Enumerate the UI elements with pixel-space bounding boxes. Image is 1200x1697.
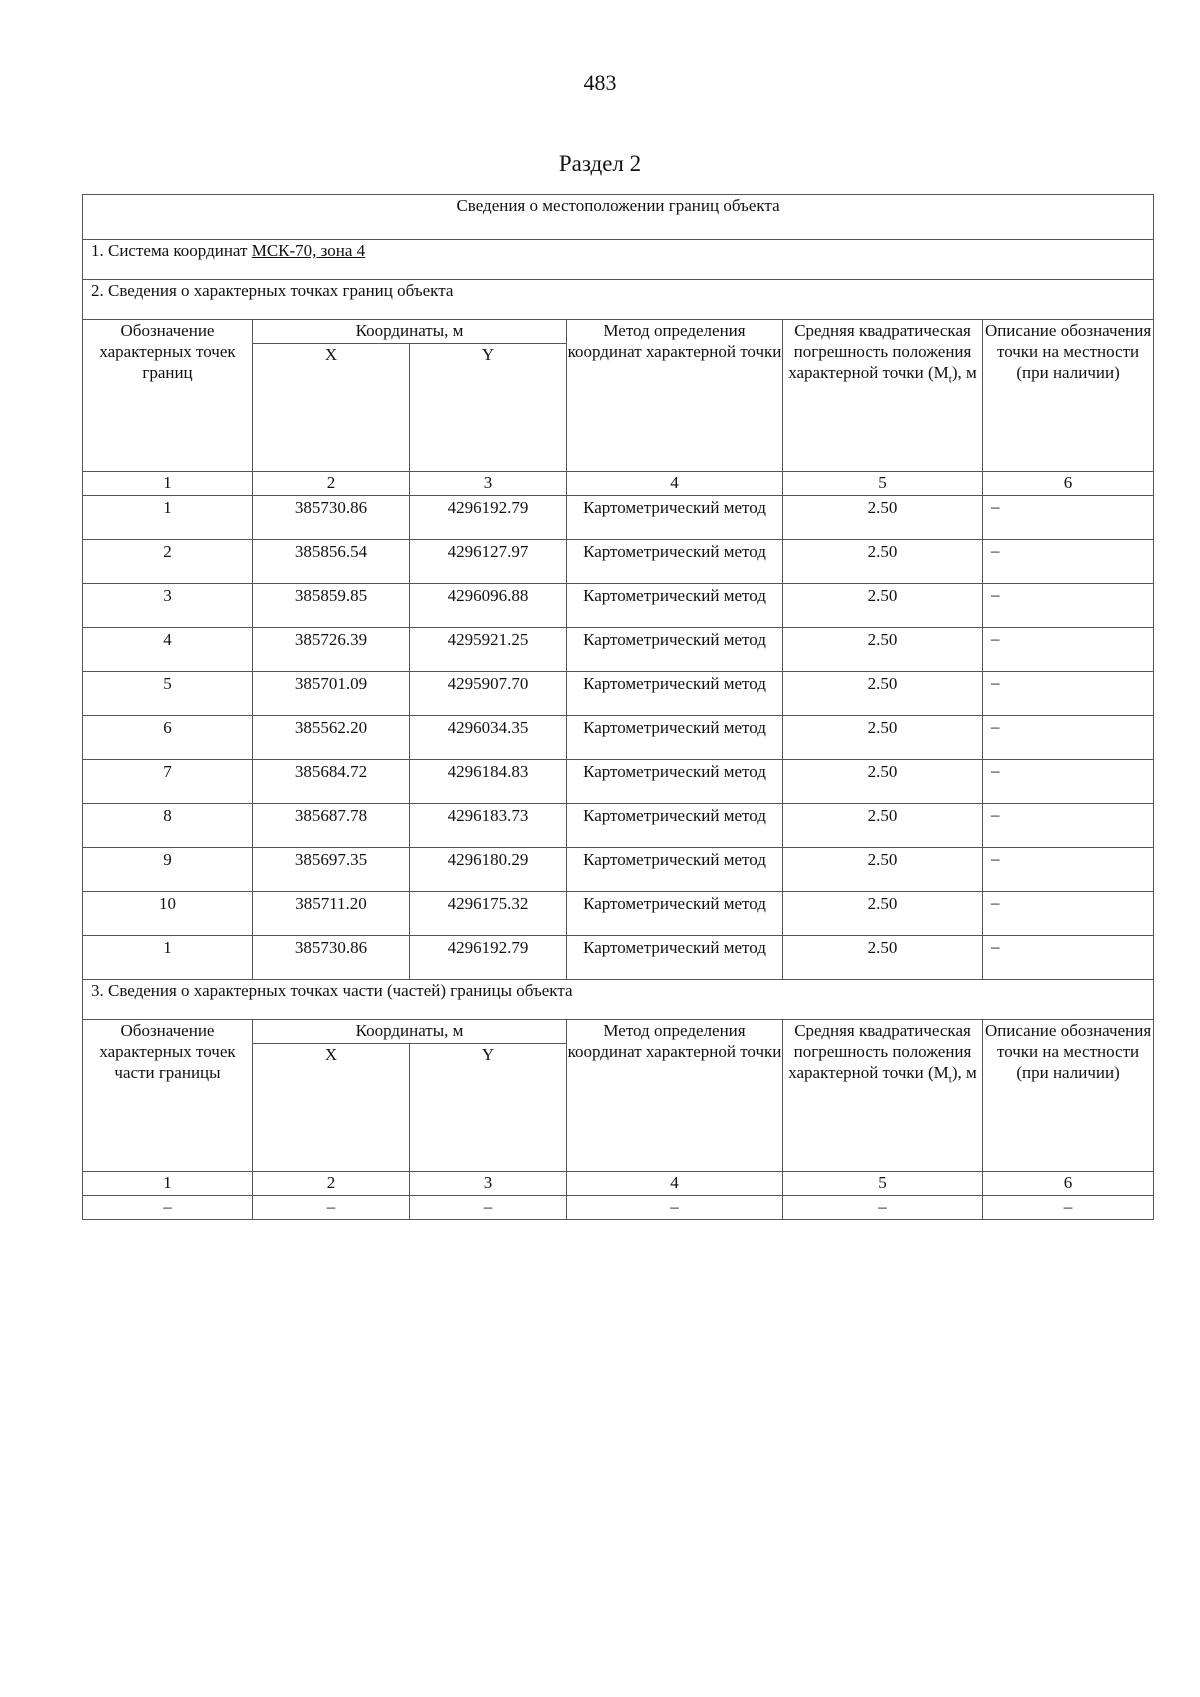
point-row	[83, 584, 1154, 628]
header-description-part: Описание обозначения точки на местности (при наличии)	[983, 1020, 1154, 1172]
header-error	[783, 320, 983, 472]
point-number-cell: 6	[83, 716, 253, 760]
point-error-cell: 2.50	[783, 716, 983, 760]
point-x-cell: 385730.86	[253, 936, 410, 980]
header-designation-part: Обозначение характерных точек части границы	[83, 1020, 253, 1172]
point-x-cell: 385859.85	[253, 584, 410, 628]
point-method-cell: Картометрический метод	[567, 848, 783, 892]
point-y-cell: 4296184.83	[410, 760, 567, 804]
header-description: Описание обозначения точки на местности (при наличии)	[983, 320, 1154, 472]
table-title: Сведения о местоположении границ объекта	[83, 195, 1154, 240]
point-description-cell: –	[983, 848, 1154, 892]
point-number-cell: 8	[83, 804, 253, 848]
column-number-cell: 1	[83, 472, 253, 496]
page-number: 483	[583, 70, 617, 95]
point-y-cell: 4296180.29	[410, 848, 567, 892]
header-method-part: Метод определения координат характерной точки	[567, 1020, 783, 1172]
column-number-cell: 5	[783, 1172, 983, 1196]
column-number-cell: 4	[567, 472, 783, 496]
point-method-cell: Картометрический метод	[567, 760, 783, 804]
point-number-cell: 7	[83, 760, 253, 804]
point-method-cell: Картометрический метод	[567, 672, 783, 716]
point-number-cell: 2	[83, 540, 253, 584]
point-row	[83, 672, 1154, 716]
header-error-sub: t	[948, 1073, 952, 1086]
point-method-cell: Картометрический метод	[567, 584, 783, 628]
header-coordinates: Координаты, м	[253, 320, 567, 344]
point-x-cell: 385697.35	[253, 848, 410, 892]
point-description-cell: –	[983, 1196, 1154, 1220]
point-error-cell: 2.50	[783, 540, 983, 584]
coord-system-prefix: 1. Система координат	[91, 241, 252, 260]
point-row	[83, 716, 1154, 760]
point-error-cell: –	[783, 1196, 983, 1220]
point-y-cell: 4296192.79	[410, 496, 567, 540]
column-number-cell: 1	[83, 1172, 253, 1196]
point-row	[83, 760, 1154, 804]
point-x-cell: 385687.78	[253, 804, 410, 848]
point-row	[83, 628, 1154, 672]
column-number-cell: 6	[983, 472, 1154, 496]
point-y-cell: 4296192.79	[410, 936, 567, 980]
point-method-cell: Картометрический метод	[567, 496, 783, 540]
header-designation: Обозначение характерных точек границ	[83, 320, 253, 472]
point-row	[83, 848, 1154, 892]
point-error-cell: 2.50	[783, 496, 983, 540]
header-error-main: Средняя квадратическая погрешность положения характерной точки (M	[788, 1021, 972, 1082]
point-description-cell: –	[983, 936, 1154, 980]
point-x-cell: 385701.09	[253, 672, 410, 716]
point-description-cell: –	[983, 540, 1154, 584]
point-y-cell: 4296127.97	[410, 540, 567, 584]
point-error-cell: 2.50	[783, 936, 983, 980]
point-number-cell: 1	[83, 936, 253, 980]
point-number-cell: 5	[83, 672, 253, 716]
header-x-part: X	[253, 1044, 410, 1172]
section2-title: 2. Сведения о характерных точках границ объекта	[83, 280, 1154, 320]
point-error-cell: 2.50	[783, 760, 983, 804]
header-y-part: Y	[410, 1044, 567, 1172]
point-y-cell: 4296096.88	[410, 584, 567, 628]
point-method-cell: Картометрический метод	[567, 716, 783, 760]
point-number-cell: –	[83, 1196, 253, 1220]
column-number-cell: 2	[253, 1172, 410, 1196]
point-number-cell: 1	[83, 496, 253, 540]
point-method-cell: Картометрический метод	[567, 936, 783, 980]
header-method: Метод определения координат характерной точки	[567, 320, 783, 472]
section3-title: 3. Сведения о характерных точках части (частей) границы объекта	[83, 980, 1154, 1020]
point-row	[83, 936, 1154, 980]
part-point-row	[83, 1196, 1154, 1220]
point-description-cell: –	[983, 496, 1154, 540]
point-row	[83, 496, 1154, 540]
point-error-cell: 2.50	[783, 672, 983, 716]
header-error-sub: t	[948, 373, 952, 386]
coord-system-row	[83, 240, 1154, 280]
point-description-cell: –	[983, 672, 1154, 716]
column-number-row	[83, 472, 1154, 496]
point-number-cell: 10	[83, 892, 253, 936]
header-y: Y	[410, 344, 567, 472]
column-number-row	[83, 1172, 1154, 1196]
point-y-cell: 4296175.32	[410, 892, 567, 936]
point-y-cell: 4296034.35	[410, 716, 567, 760]
point-method-cell: Картометрический метод	[567, 804, 783, 848]
point-y-cell: 4295921.25	[410, 628, 567, 672]
header-error-tail: ), м	[951, 363, 977, 382]
header-coordinates-part: Координаты, м	[253, 1020, 567, 1044]
header-x: X	[253, 344, 410, 472]
point-error-cell: 2.50	[783, 628, 983, 672]
point-method-cell: Картометрический метод	[567, 892, 783, 936]
point-description-cell: –	[983, 760, 1154, 804]
point-number-cell: 4	[83, 628, 253, 672]
point-method-cell: Картометрический метод	[567, 540, 783, 584]
boundary-table	[82, 194, 1154, 1220]
point-row	[83, 540, 1154, 584]
point-y-cell: 4295907.70	[410, 672, 567, 716]
point-number-cell: 9	[83, 848, 253, 892]
point-x-cell: 385684.72	[253, 760, 410, 804]
point-description-cell: –	[983, 628, 1154, 672]
header-error-part	[783, 1020, 983, 1172]
column-number-cell: 6	[983, 1172, 1154, 1196]
point-error-cell: 2.50	[783, 804, 983, 848]
header-error-tail: ), м	[951, 1063, 977, 1082]
point-description-cell: –	[983, 716, 1154, 760]
point-x-cell: 385856.54	[253, 540, 410, 584]
point-row	[83, 804, 1154, 848]
point-row	[83, 892, 1154, 936]
point-x-cell: 385726.39	[253, 628, 410, 672]
point-y-cell: 4296183.73	[410, 804, 567, 848]
point-error-cell: 2.50	[783, 892, 983, 936]
point-x-cell: –	[253, 1196, 410, 1220]
point-x-cell: 385711.20	[253, 892, 410, 936]
column-number-cell: 2	[253, 472, 410, 496]
point-description-cell: –	[983, 584, 1154, 628]
point-description-cell: –	[983, 804, 1154, 848]
point-x-cell: 385562.20	[253, 716, 410, 760]
point-error-cell: 2.50	[783, 848, 983, 892]
point-number-cell: 3	[83, 584, 253, 628]
section-title: Раздел 2	[558, 151, 642, 176]
coord-system-value: МСК-70, зона 4	[251, 241, 366, 260]
point-description-cell: –	[983, 892, 1154, 936]
column-number-cell: 3	[410, 1172, 567, 1196]
column-number-cell: 5	[783, 472, 983, 496]
point-error-cell: 2.50	[783, 584, 983, 628]
point-method-cell: Картометрический метод	[567, 628, 783, 672]
column-number-cell: 4	[567, 1172, 783, 1196]
point-y-cell: –	[410, 1196, 567, 1220]
column-number-cell: 3	[410, 472, 567, 496]
point-method-cell: –	[567, 1196, 783, 1220]
point-x-cell: 385730.86	[253, 496, 410, 540]
header-error-main: Средняя квадратическая погрешность положения характерной точки (M	[788, 321, 972, 382]
